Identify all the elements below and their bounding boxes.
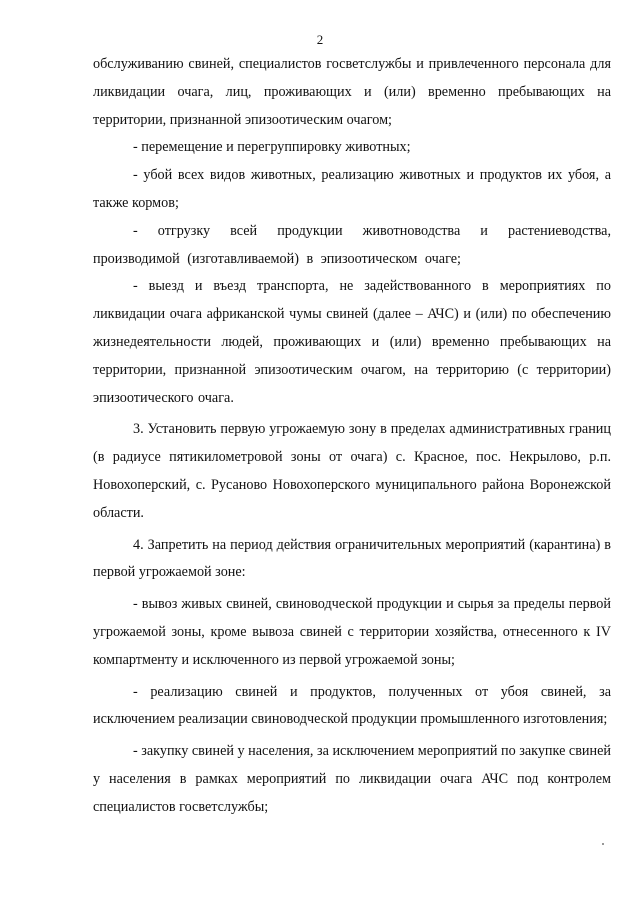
paragraph-continuation: обслуживанию свиней, специалистов госветслужбы и привлеченного персонала для ликвидации очага, лиц, проживающих и (или) временно пребывающих на территории, признанной эпизоотическим очагом; — [93, 56, 611, 128]
paragraph-item-export: - вывоз живых свиней, свиноводческой продукции и сырья за пределы первой угрожаемой зоны, кроме вывоза свиней с территории хозяйства, отнесенного к IV компартменту и исключенного из первой угрожаемой зоны; — [93, 596, 611, 668]
scan-dot-mark — [602, 843, 604, 845]
paragraph-item-sale: - реализацию свиней и продуктов, полученных от убоя свиней, за исключением реализации свиноводческой продукции промышленного изготовления; — [93, 683, 611, 728]
paragraph-item-movement: - перемещение и перегруппировку животных; — [133, 139, 411, 156]
paragraph-section-4: 4. Запретить на период действия ограничительных мероприятий (карантина) в первой угрожаемой зоне: — [93, 536, 611, 581]
document-body — [93, 51, 611, 822]
paragraph-item-slaughter: - убой всех видов животных, реализацию животных и продуктов их убоя, а также кормов; — [93, 167, 611, 211]
paragraph-item-purchase: - закупку свиней у населения, за исключением мероприятий по закупке свиней у населения в рамках мероприятий по ликвидации очага АЧС под контролем специалистов госветслужбы; — [93, 743, 611, 815]
paragraph-item-transport: - выезд и въезд транспорта, не задействованного в мероприятиях по ликвидации очага африканской чумы свиней (далее – АЧС) и (или) по обеспечению жизнедеятельности людей, проживающих и (или) временно пребывающих на территории, признанной эпизоотическим очагом, на территорию (с территории) эпизоотического очага. — [93, 278, 611, 406]
page-number: 2 — [316, 32, 324, 47]
paragraph-section-3: 3. Установить первую угрожаемую зону в пределах административных границ (в радиусе пятикилометровой зоны от очага) с. Красное, пос. Некрылово, р.п. Новохоперский, с. Русаново Новохоперского муниципального района Воронежской области. — [93, 421, 611, 521]
paragraph-item-shipment: - отгрузку всей продукции животноводства и растениеводства, производимой (изготавливаемой) в эпизоотическом очаге; — [93, 222, 611, 267]
